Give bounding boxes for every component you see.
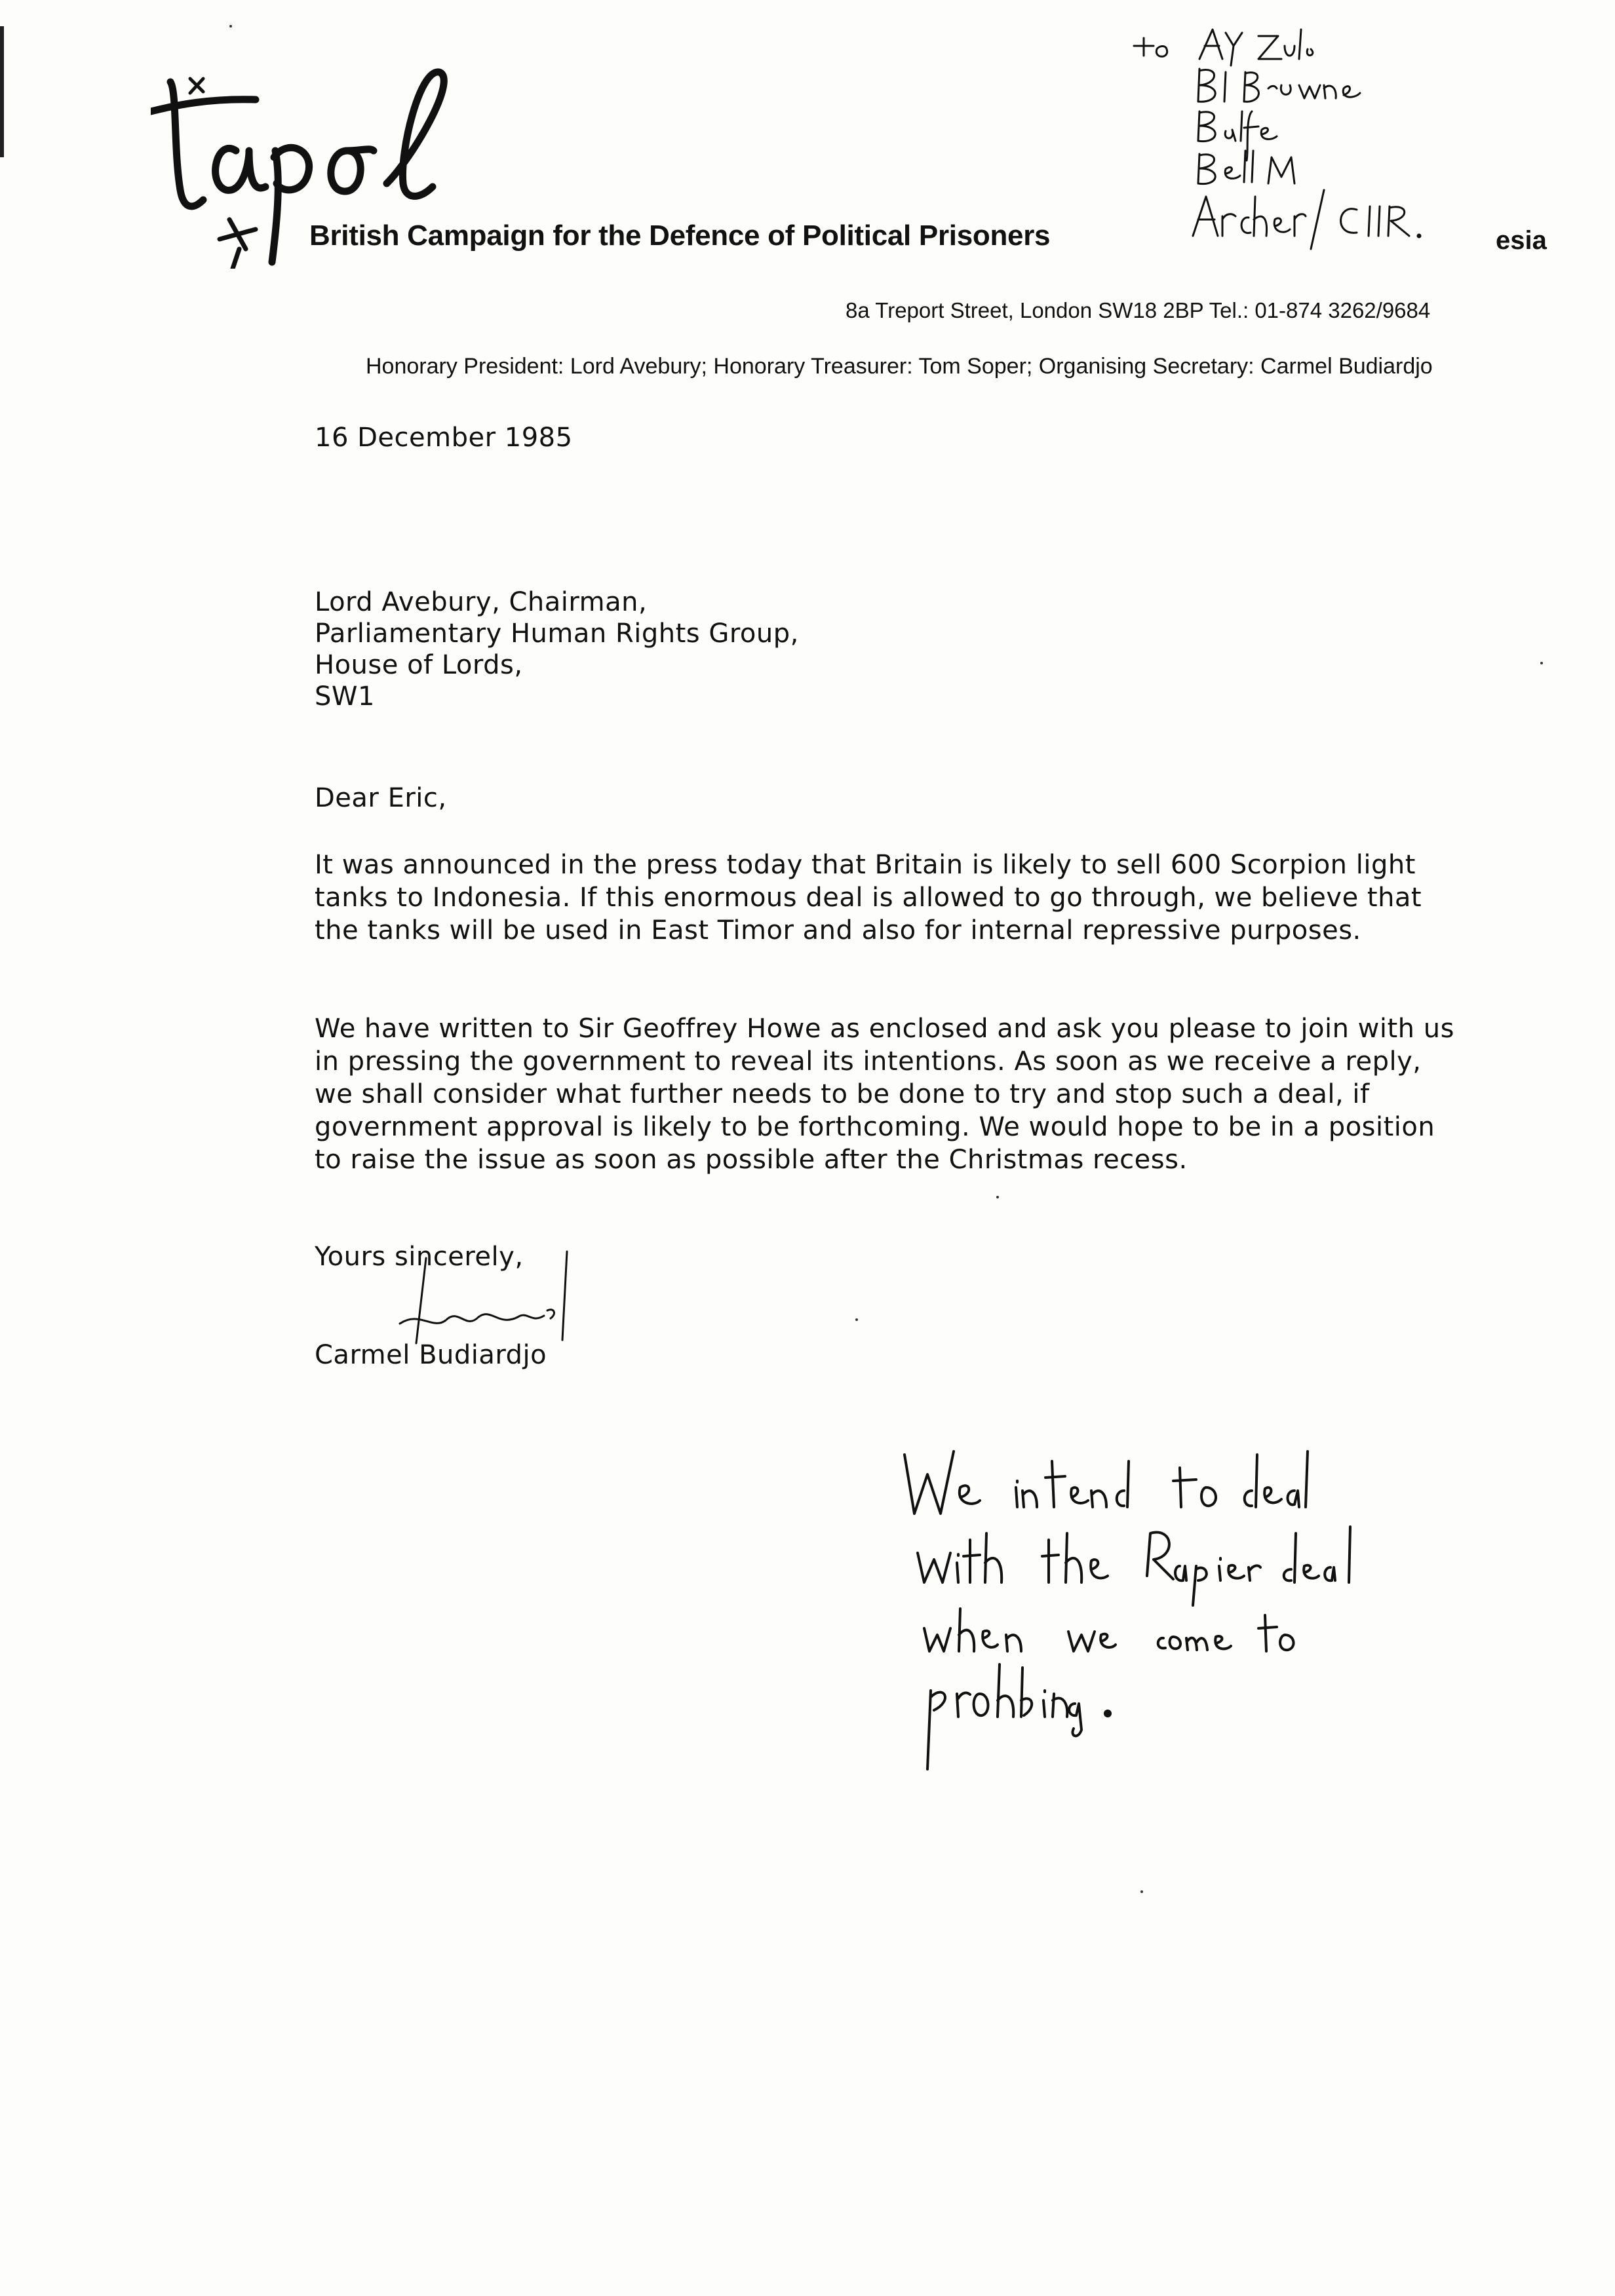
signature — [387, 1245, 590, 1350]
scan-speck — [229, 25, 232, 28]
margin-note-handwriting — [898, 1442, 1422, 1782]
letterhead-officers: Honorary President: Lord Avebury; Honorary Treasurer: Tom Soper; Organising Secretary: Carmel Budiardjo — [366, 354, 1433, 379]
salutation: Dear Eric, — [315, 783, 447, 813]
recipient-line-1: Lord Avebury, Chairman, — [315, 587, 648, 617]
letter-date: 16 December 1985 — [315, 423, 573, 453]
scan-speck — [855, 1318, 858, 1321]
handwritten-margin-note — [898, 1442, 1422, 1782]
recipient-address — [315, 586, 799, 712]
letterhead-tagline: British Campaign for the Defence of Political Prisoners — [309, 220, 1051, 252]
letterhead-address: 8a Treport Street, London SW18 2BP Tel.: 01-874 3262/9684 — [846, 298, 1431, 322]
body-paragraph-1: It was announced in the press today that Britain is likely to sell 600 Scorpion light tanks to Indonesia. If this enormous deal is allowed to go through, we believe that the tanks will be used in East Timor and also for internal repressive purposes. — [315, 850, 1422, 946]
body-paragraph-2: We have written to Sir Geoffrey Howe as enclosed and ask you please to join with us in pressing the government to reveal its intentions. As soon as we receive a reply, we shall consider what further needs to be done to try and stop such a deal, if government approval is likely to be forthcoming. We would hope to be in a position to raise the issue as soon as possible after the Christmas recess. — [315, 1014, 1454, 1175]
handwritten-routing-note — [1127, 20, 1468, 256]
closing: Yours sincerely, — [315, 1242, 524, 1272]
recipient-line-3: House of Lords, — [315, 650, 523, 680]
routing-note-handwriting — [1127, 20, 1468, 256]
signer-name: Carmel Budiardjo — [315, 1340, 547, 1370]
scan-edge-mark — [0, 26, 4, 157]
scan-speck — [1140, 1890, 1143, 1893]
letterhead-tagline-end: esia — [1496, 226, 1547, 255]
scan-speck — [1540, 662, 1543, 664]
scan-speck — [996, 1196, 999, 1198]
recipient-line-2: Parliamentary Human Rights Group, — [315, 619, 799, 649]
recipient-line-4: SW1 — [315, 681, 375, 712]
signature-graphic — [387, 1245, 590, 1350]
